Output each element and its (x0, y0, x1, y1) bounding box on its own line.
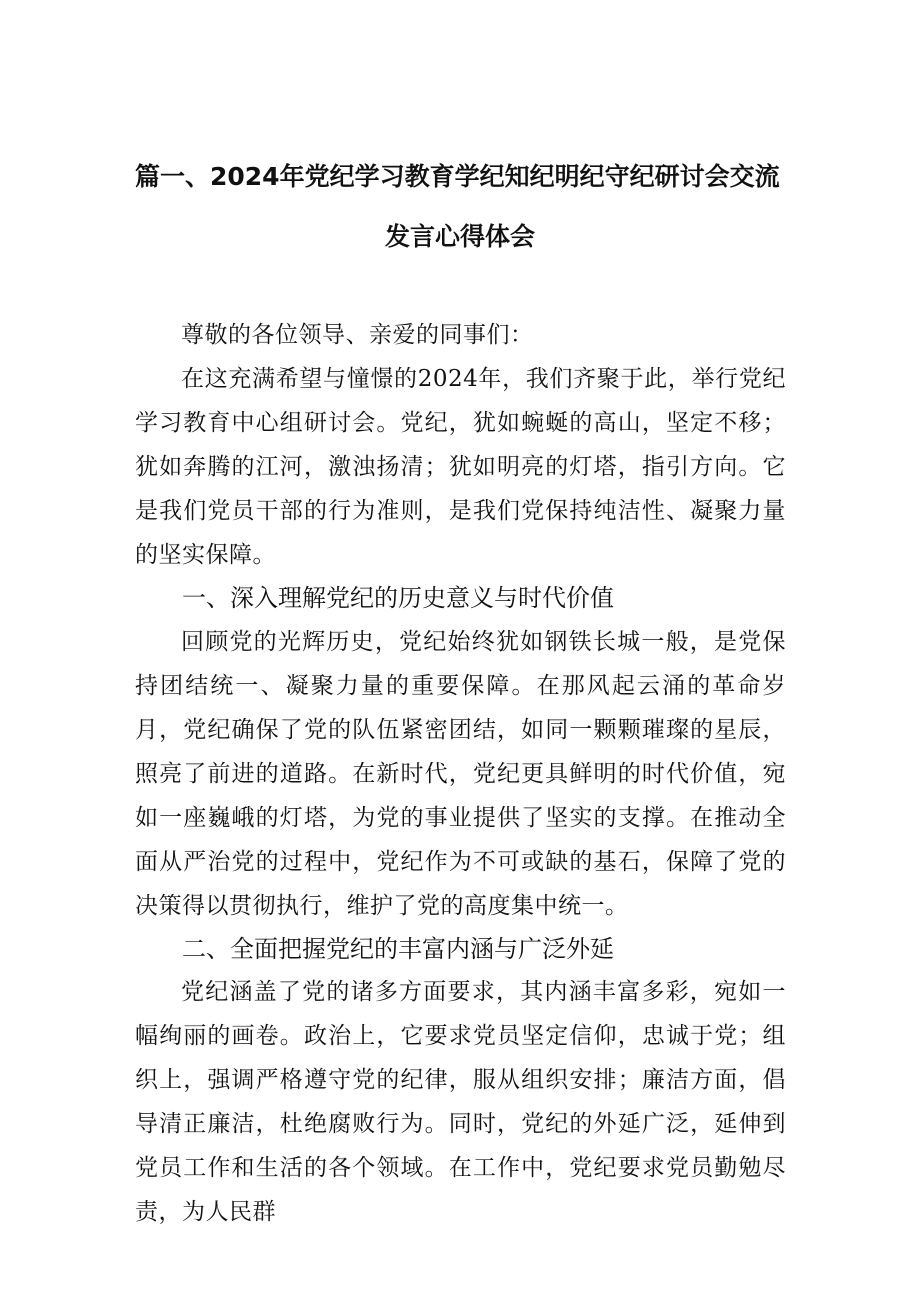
paragraph-section-2-text: 党纪涵盖了党的诸多方面要求，其内涵丰富多彩，宛如一幅绚丽的画卷。政治上，它要求党员坚定信仰，忠诚于党；组织上，强调严格遵守党的纪律，服从组织安排；廉洁方面，倡导清正廉洁，杜绝腐败行为。同时，党纪的外延广泛，延伸到党员工作和生活的各个领域。在工作中，党纪要求党员勤勉尽责，为人民群 (135, 979, 786, 1225)
document-title-line2: 发言心得体会 (384, 222, 535, 251)
paragraph-section-1-text: 回顾党的光辉历史，党纪始终犹如钢铁长城一般，是党保持团结统一、凝聚力量的重要保障。在那风起云涌的革命岁月，党纪确保了党的队伍紧密团结，如同一颗颗璀璨的星辰，照亮了前进的道路。在新时代，党纪更具鲜明的时代价值，宛如一座巍峨的灯塔，为党的事业提供了坚实的支撑。在推动全面从严治党的过程中，党纪作为不可或缺的基石，保障了党的决策得以贯彻执行，维护了党的高度集中统一。 (135, 629, 786, 919)
greeting-line (135, 313, 786, 357)
paragraph-intro (135, 357, 786, 577)
paragraph-intro-text: 在这充满希望与憧憬的2024年，我们齐聚于此，举行党纪学习教育中心组研讨会。党纪，犹如蜿蜒的高山，坚定不移；犹如奔腾的江河，激浊扬清；犹如明亮的灯塔，指引方向。它是我们党员干部的行为准则，是我们党保持纯洁性、凝聚力量的坚实保障。 (135, 366, 786, 568)
paragraph-section-1 (135, 620, 786, 928)
paragraph-section-2 (135, 970, 786, 1234)
document-title-line1: 篇一、2024年党纪学习教育学纪知纪明纪守纪研讨会交流 (135, 162, 780, 191)
section-heading-1: 一、深入理解党纪的历史意义与时代价值 (182, 584, 614, 612)
section-heading-2: 二、全面把握党纪的丰富内涵与广泛外延 (182, 935, 614, 963)
greeting-text: 尊敬的各位领导、亲爱的同事们： (181, 322, 534, 348)
